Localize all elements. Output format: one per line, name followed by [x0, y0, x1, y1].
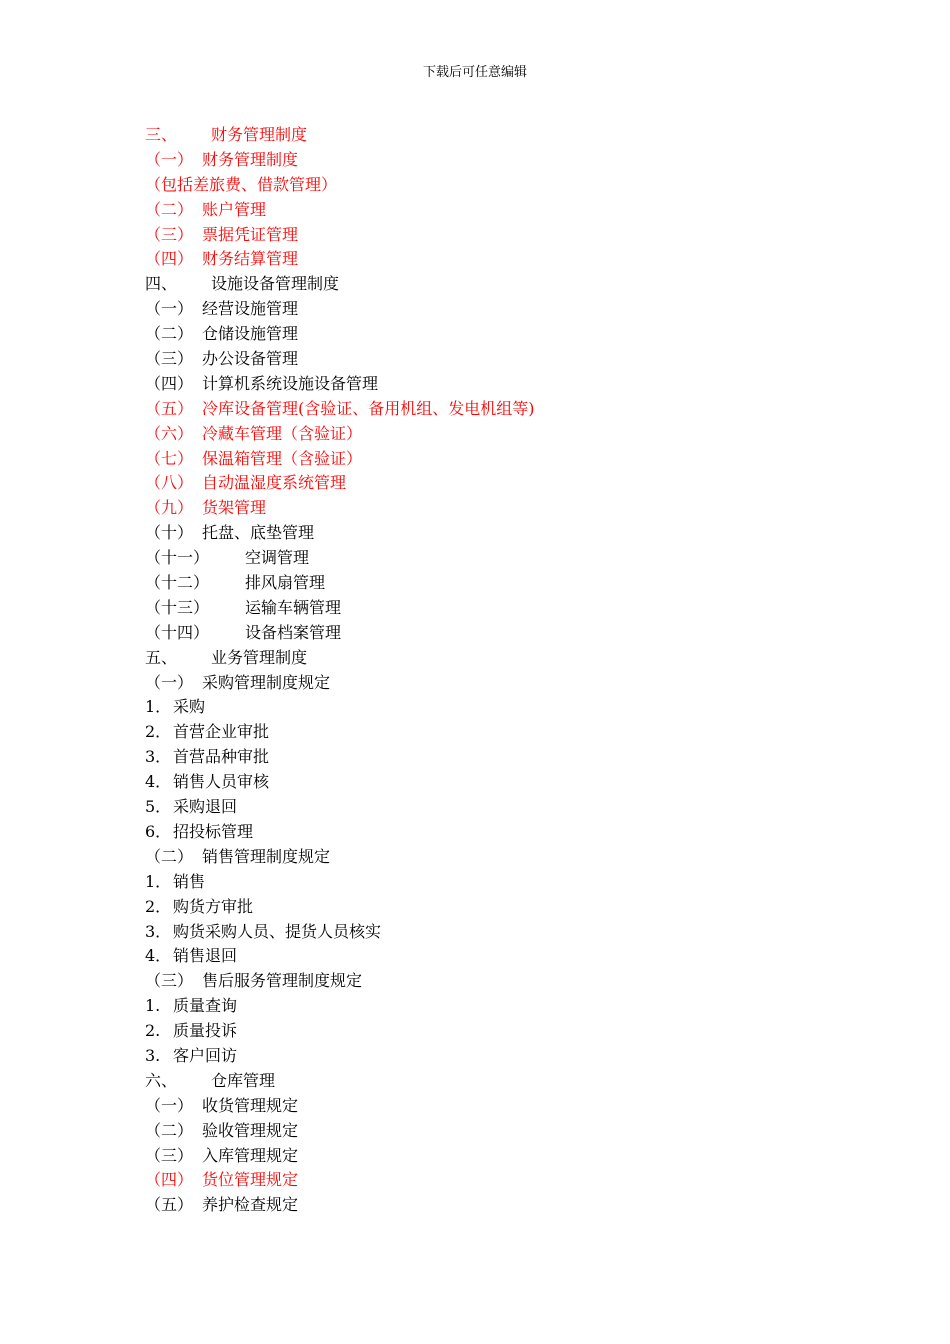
outline-text: 财务管理制度	[211, 125, 308, 144]
outline-text: 仓储设施管理	[202, 324, 299, 344]
outline-text: 计算机系统设施设备管理	[202, 373, 379, 393]
outline-line	[145, 1168, 845, 1193]
outline-text: 采购管理制度规定	[202, 672, 331, 692]
outline-line	[145, 969, 845, 994]
outline-line	[145, 198, 845, 223]
outline-line	[145, 372, 845, 397]
outline-marker: （十）	[145, 523, 194, 543]
outline-marker: 2.	[145, 1021, 161, 1041]
outline-marker: 五、	[145, 647, 178, 667]
outline-text: 冷库设备管理(含验证、备用机组、发电机组等)	[202, 398, 535, 418]
outline-text: 冷藏车管理（含验证）	[202, 423, 363, 443]
outline-text: 销售退回	[173, 946, 238, 966]
outline-text: 货架管理	[202, 498, 267, 518]
outline-marker: 1.	[145, 996, 161, 1016]
outline-marker: （八）	[145, 473, 194, 493]
outline-line	[145, 1044, 845, 1069]
outline-text: 首营品种审批	[173, 747, 270, 767]
outline-text: 采购	[173, 697, 206, 717]
outline-text: 售后服务管理制度规定	[202, 971, 363, 991]
outline-line	[145, 1069, 845, 1094]
outline-marker: （三）	[145, 971, 194, 991]
outline-text: 自动温湿度系统管理	[202, 473, 347, 493]
outline-marker: （二）	[145, 324, 194, 344]
outline-marker: 四、	[145, 274, 178, 294]
outline-marker: 1．	[145, 697, 172, 717]
outline-marker: 三、	[145, 125, 178, 144]
outline-line	[145, 596, 845, 621]
outline-line	[145, 173, 845, 198]
outline-line	[145, 571, 845, 596]
outline-marker: （三）	[145, 349, 194, 369]
outline-marker: （十四）	[145, 622, 210, 642]
outline-line	[145, 845, 845, 870]
outline-line	[145, 247, 845, 272]
outline-line	[145, 422, 845, 447]
outline-line	[145, 496, 845, 521]
outline-text: 首营企业审批	[173, 722, 270, 742]
outline-marker: （一）	[145, 1095, 194, 1115]
outline-line	[145, 1119, 845, 1144]
outline-text: 账户管理	[202, 199, 267, 219]
outline-marker: （二）	[145, 199, 194, 219]
page-header-note: 下载后可任意编辑	[422, 65, 527, 80]
outline-text: 购货方审批	[173, 896, 254, 916]
outline-line	[145, 347, 845, 372]
outline-line	[145, 895, 845, 920]
outline-line	[145, 870, 845, 895]
outline-line	[145, 397, 845, 422]
outline-text: 招投标管理	[173, 821, 254, 841]
outline-line	[145, 447, 845, 472]
outline-text: 货位管理规定	[202, 1170, 299, 1190]
outline-text: 销售	[173, 871, 206, 891]
outline-line	[145, 123, 845, 148]
outline-text: 业务管理制度	[211, 647, 308, 667]
outline-text: 办公设备管理	[202, 349, 299, 369]
outline-marker: （十二）	[145, 573, 210, 593]
outline-line	[145, 546, 845, 571]
outline-text: 空调管理	[245, 548, 310, 568]
outline-marker: （一）	[145, 149, 194, 169]
outline-marker: （四）	[145, 373, 194, 393]
outline-line	[145, 322, 845, 347]
outline-text: 托盘、底垫管理	[202, 523, 315, 543]
outline-line	[145, 1193, 845, 1218]
outline-line	[145, 994, 845, 1019]
outline-marker: （二）	[145, 1120, 194, 1140]
outline-line	[145, 272, 845, 297]
outline-marker: （五）	[145, 1195, 194, 1215]
document-outline	[145, 123, 845, 1218]
outline-line	[145, 671, 845, 696]
outline-marker: 3.	[145, 1045, 161, 1065]
outline-marker: （四）	[145, 1170, 194, 1190]
outline-text: 质量查询	[173, 996, 238, 1016]
outline-line	[145, 621, 845, 646]
outline-text: 保温箱管理（含验证）	[202, 448, 363, 468]
outline-marker: 2．	[145, 896, 172, 916]
outline-text: 入库管理规定	[202, 1145, 299, 1165]
outline-line	[145, 297, 845, 322]
outline-marker: 5．	[145, 797, 172, 817]
outline-text: 票据凭证管理	[202, 224, 299, 244]
outline-marker: （三）	[145, 224, 194, 244]
outline-marker: （三）	[145, 1145, 194, 1165]
outline-text: 购货采购人员、提货人员核实	[173, 921, 382, 941]
outline-marker: （十一）	[145, 548, 210, 568]
outline-line	[145, 795, 845, 820]
outline-line	[145, 820, 845, 845]
outline-text: 财务结算管理	[202, 249, 299, 269]
outline-line	[145, 745, 845, 770]
outline-text: 设备档案管理	[245, 622, 342, 642]
outline-marker: （七）	[145, 448, 194, 468]
outline-marker: （六）	[145, 423, 194, 443]
outline-line	[145, 770, 845, 795]
outline-text: 验收管理规定	[202, 1120, 299, 1140]
outline-marker: （五）	[145, 398, 194, 418]
outline-line	[145, 720, 845, 745]
outline-line	[145, 1144, 845, 1169]
outline-text: 经营设施管理	[202, 299, 299, 319]
outline-line	[145, 646, 845, 671]
outline-text: 运输车辆管理	[245, 597, 342, 617]
outline-text: 采购退回	[173, 797, 238, 817]
outline-line	[145, 471, 845, 496]
outline-marker: （九）	[145, 498, 194, 518]
outline-marker: 4．	[145, 772, 172, 792]
outline-text: 排风扇管理	[245, 573, 326, 593]
outline-marker: 3．	[145, 747, 172, 767]
outline-marker: （一）	[145, 672, 194, 692]
outline-line	[145, 1094, 845, 1119]
outline-marker: 2．	[145, 722, 172, 742]
outline-line	[145, 695, 845, 720]
outline-marker: （十三）	[145, 597, 210, 617]
outline-text: 销售人员审核	[173, 772, 270, 792]
outline-text: 养护检查规定	[202, 1195, 299, 1215]
outline-text: 收货管理规定	[202, 1095, 299, 1115]
outline-line	[145, 920, 845, 945]
outline-marker: 6．	[145, 821, 172, 841]
outline-marker: 1．	[145, 871, 172, 891]
outline-line	[145, 521, 845, 546]
outline-marker: （四）	[145, 249, 194, 269]
outline-text: （包括差旅费、借款管理）	[145, 174, 338, 194]
outline-text: 仓库管理	[211, 1070, 276, 1090]
outline-marker: 3．	[145, 921, 172, 941]
outline-text: 设施设备管理制度	[211, 274, 340, 294]
outline-line	[145, 1019, 845, 1044]
outline-text: 财务管理制度	[202, 149, 299, 169]
outline-text: 质量投诉	[173, 1021, 238, 1041]
outline-text: 客户回访	[173, 1045, 238, 1065]
outline-marker: （二）	[145, 846, 194, 866]
outline-line	[145, 944, 845, 969]
outline-marker: 六、	[145, 1070, 178, 1090]
outline-marker: 4．	[145, 946, 172, 966]
outline-marker: （一）	[145, 299, 194, 319]
outline-line	[145, 148, 845, 173]
outline-text: 销售管理制度规定	[202, 846, 331, 866]
outline-line	[145, 223, 845, 248]
